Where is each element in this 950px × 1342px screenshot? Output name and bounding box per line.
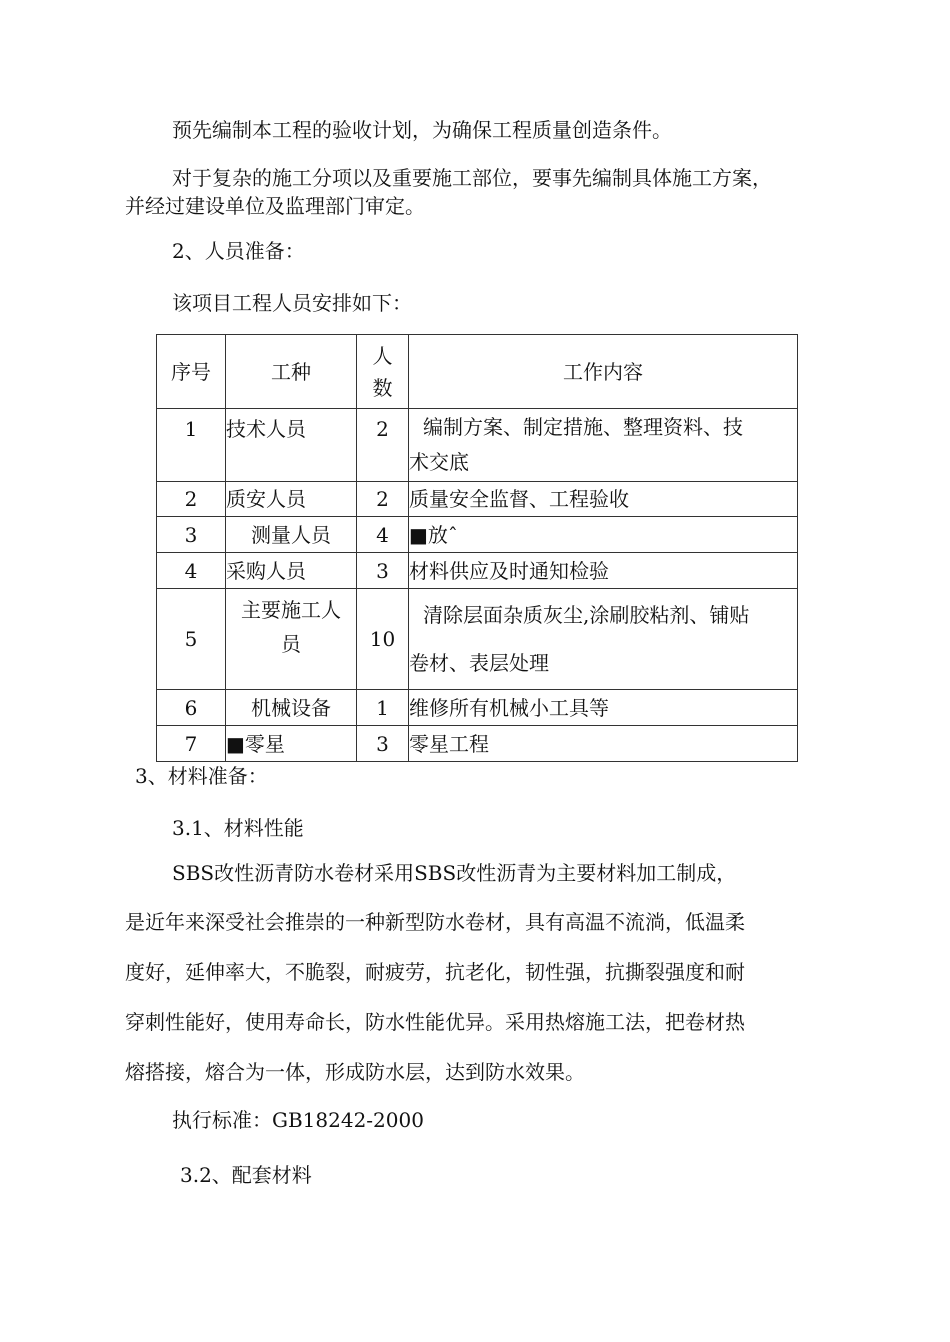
header-count-line2: 数 <box>372 375 393 400</box>
paragraph-complex-items-line2: 并经过建设单位及监理部门审定。 <box>125 194 425 218</box>
row-trade: ■零星 <box>226 726 357 762</box>
row-content-line2: 术交底 <box>409 450 469 474</box>
row-trade: 采购人员 <box>226 553 357 589</box>
table-header-row <box>157 335 798 409</box>
row-count: 10 <box>357 589 409 690</box>
row-no: 5 <box>157 589 226 690</box>
header-no: 序号 <box>157 335 226 409</box>
row-no: 2 <box>157 482 226 517</box>
subheading-material-performance: 3.1、材料性能 <box>172 816 304 840</box>
material-body-line5: 熔搭接，熔合为一体，形成防水层，达到防水效果。 <box>125 1060 585 1084</box>
row-count: 3 <box>357 726 409 762</box>
row-trade: 测量人员 <box>226 517 357 553</box>
paragraph-acceptance-plan: 预先编制本工程的验收计划，为确保工程质量创造条件。 <box>172 118 672 142</box>
row-count: 1 <box>357 690 409 726</box>
row-count: 3 <box>357 553 409 589</box>
row-trade-line1: 主要施工人 <box>241 598 341 622</box>
row-trade <box>226 589 357 690</box>
row-trade-line2: 员 <box>281 632 301 656</box>
row-content-line2: 卷材、表层处理 <box>409 651 549 675</box>
section-heading-personnel: 2、人员准备： <box>172 239 305 263</box>
row-trade: 技术人员 <box>226 409 357 482</box>
row-count: 2 <box>357 482 409 517</box>
table-row <box>157 726 798 762</box>
header-content: 工作内容 <box>409 335 798 409</box>
table-row <box>157 482 798 517</box>
material-body-line2: 是近年来深受社会推崇的一种新型防水卷材，具有高温不流淌，低温柔 <box>125 910 745 934</box>
table-row <box>157 589 798 690</box>
row-count: 4 <box>357 517 409 553</box>
table-row <box>157 409 798 482</box>
material-body-line3: 度好，延伸率大，不脆裂，耐疲劳，抗老化，韧性强，抗撕裂强度和耐 <box>125 960 745 984</box>
row-no: 6 <box>157 690 226 726</box>
row-content: 质量安全监督、工程验收 <box>409 482 798 517</box>
row-no: 3 <box>157 517 226 553</box>
row-content: 维修所有机械小工具等 <box>409 690 798 726</box>
header-count-line1: 人 <box>372 343 393 368</box>
row-content: 材料供应及时通知检验 <box>409 553 798 589</box>
row-trade: 机械设备 <box>226 690 357 726</box>
header-trade: 工种 <box>226 335 357 409</box>
row-no: 1 <box>157 409 226 482</box>
execution-standard: 执行标准：GB18242-2000 <box>172 1108 424 1132</box>
header-count <box>357 335 409 409</box>
table-row <box>157 690 798 726</box>
section-heading-materials: 3、材料准备： <box>135 764 268 788</box>
row-content-line1: 清除层面杂质灰尘,涂刷胶粘剂、铺贴 <box>423 603 750 627</box>
row-content <box>409 409 798 482</box>
row-count: 2 <box>357 409 409 482</box>
row-no: 7 <box>157 726 226 762</box>
subheading-supporting-materials: 3.2、配套材料 <box>180 1163 312 1187</box>
row-content: 零星工程 <box>409 726 798 762</box>
material-body-line1: SBS改性沥青防水卷材采用SBS改性沥青为主要材料加工制成， <box>172 861 737 885</box>
row-no: 4 <box>157 553 226 589</box>
paragraph-staff-intro: 该项目工程人员安排如下： <box>172 291 412 315</box>
row-content-line1: 编制方案、制定措施、整理资料、技 <box>423 415 743 439</box>
table-row <box>157 553 798 589</box>
table-row <box>157 517 798 553</box>
row-content <box>409 589 798 690</box>
staff-table <box>156 334 798 762</box>
row-content: ■放ˆ <box>409 517 798 553</box>
paragraph-complex-items-line1: 对于复杂的施工分项以及重要施工部位，要事先编制具体施工方案， <box>172 166 772 190</box>
material-body-line4: 穿刺性能好，使用寿命长，防水性能优异。采用热熔施工法，把卷材热 <box>125 1010 745 1034</box>
row-trade: 质安人员 <box>226 482 357 517</box>
